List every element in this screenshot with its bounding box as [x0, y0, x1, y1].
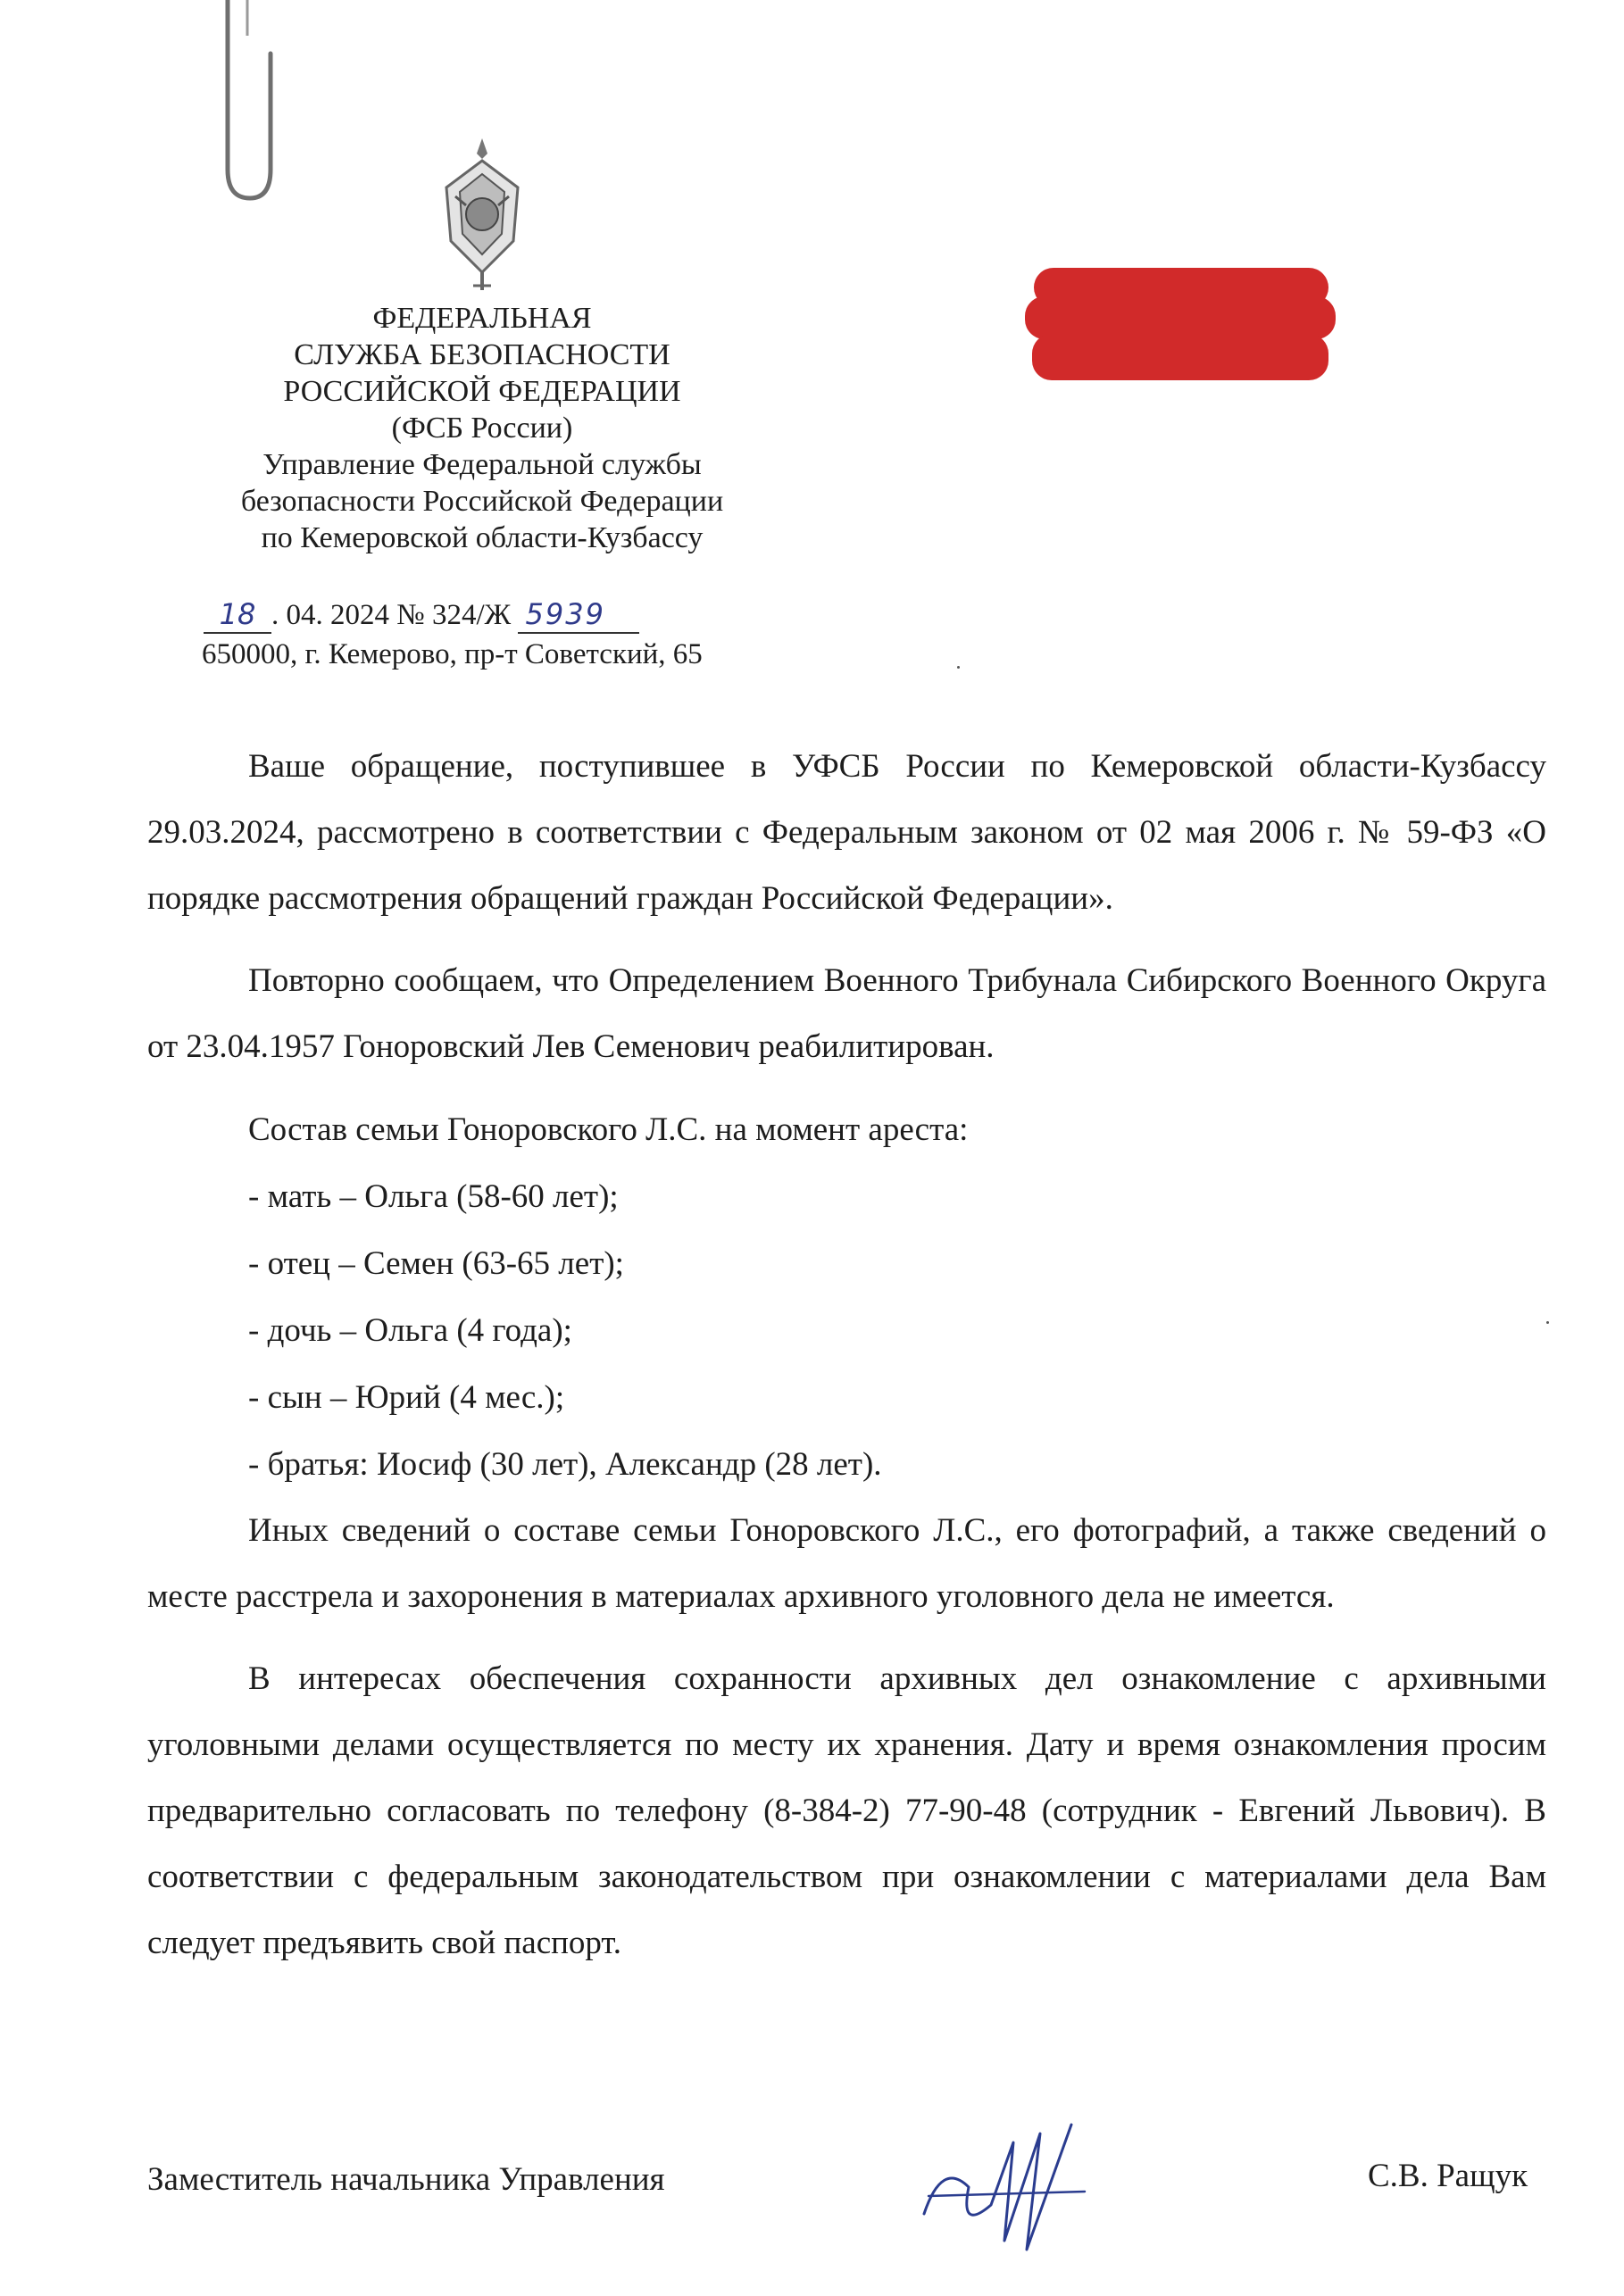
header-line-3: РОССИЙСКОЙ ФЕДЕРАЦИИ: [283, 375, 681, 408]
letter-body: [147, 734, 1546, 1992]
header-line-2: СЛУЖБА БЕЗОПАСНОСТИ: [294, 338, 670, 371]
family-intro: Состав семьи Гоноровского Л.С. на момент ареста:: [248, 1111, 969, 1148]
signatory-title: Заместитель начальника Управления: [147, 2161, 665, 2198]
header-line-1: ФЕДЕРАЛЬНАЯ: [372, 302, 592, 335]
sender-header: [170, 134, 795, 556]
registration-number-prefix: № 324/Ж: [396, 599, 512, 631]
paragraph-no-info: Иных сведений о составе семьи Гоноровского Л.С., его фотографий, а также сведений о месте расстрела и захоронения в материалах архивного уголовного дела не имеется.: [147, 1512, 1546, 1615]
handwritten-signature-icon: [906, 2107, 1103, 2259]
family-item-mother: - мать – Ольга (58-60 лет);: [248, 1178, 619, 1215]
sender-address: 650000, г. Кемерово, пр-т Советский, 65: [202, 638, 703, 670]
registration-line: [204, 596, 639, 634]
paragraph-rehabilitation: Повторно сообщаем, что Определением Военного Трибунала Сибирского Военного Округа от 23.04.1957 Гоноровский Лев Семенович реабилитирован.: [147, 962, 1546, 1065]
handwritten-number: 5939: [518, 596, 639, 634]
header-line-6: безопасности Российской Федерации: [240, 485, 724, 518]
signatory-name: С.В. Ращук: [1368, 2158, 1528, 2194]
redacted-addressee: [1025, 268, 1336, 384]
header-line-5: Управление Федеральной службы: [262, 448, 702, 481]
registration-date: . 04. 2024: [271, 599, 389, 631]
paragraph-access: В интересах обеспечения сохранности архивных дел ознакомление с архивными уголовными делами осуществляется по месту их хранения. Дату и время ознакомления просим предварительно согласовать по телефону (8-384-2) 77-90-48 (сотрудник - Евгений Львович). В соответствии с федеральным законодательством при ознакомлении с материалами дела Вам следует предъявить свой паспорт.: [147, 1660, 1546, 1961]
handwritten-day: 18: [204, 596, 271, 634]
header-line-7: по Кемеровской области-Кузбассу: [261, 521, 704, 554]
fsb-emblem-icon: [429, 134, 536, 295]
family-item-brothers: - братья: Иосиф (30 лет), Александр (28 лет).: [248, 1446, 882, 1483]
family-item-father: - отец – Семен (63-65 лет);: [248, 1245, 624, 1282]
paragraph-appeal: Ваше обращение, поступившее в УФСБ России по Кемеровской области-Кузбассу 29.03.2024, рассмотрено в соответствии с Федеральным законом от 02 мая 2006 г. № 59-ФЗ «О порядке рассмотрения обращений граждан Российской Федерации».: [147, 748, 1546, 917]
family-item-son: - сын – Юрий (4 мес.);: [248, 1379, 565, 1416]
family-item-daughter: - дочь – Ольга (4 года);: [248, 1312, 572, 1349]
header-line-4: (ФСБ России): [391, 412, 573, 445]
